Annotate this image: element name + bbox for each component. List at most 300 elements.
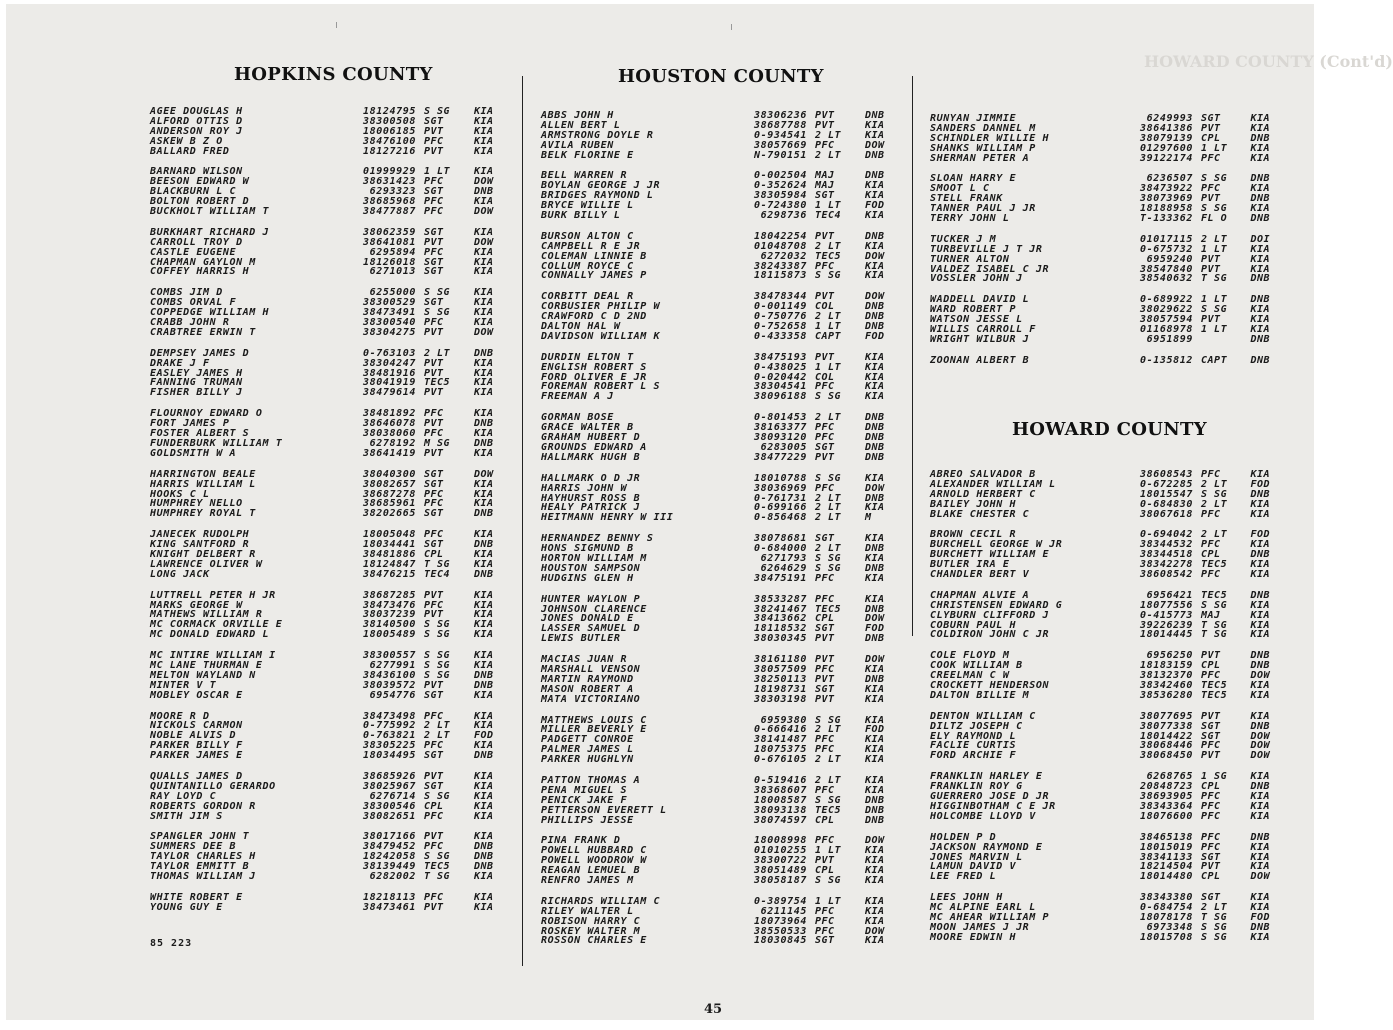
- entry-name: MARTIN RAYMOND: [541, 673, 634, 685]
- entry-name: MATHEWS WILLIAM R: [150, 609, 263, 621]
- rank: 2 LT: [815, 512, 842, 524]
- service-number: 38300508: [363, 115, 416, 127]
- entry-group: [150, 349, 520, 398]
- rank: PFC: [1201, 183, 1221, 195]
- service-number: 0-801453: [754, 412, 807, 424]
- entry-name: HEALY PATRICK J: [541, 502, 641, 514]
- rank: TEC5: [1201, 680, 1228, 692]
- rank: TEC5: [1201, 559, 1228, 571]
- casualty-status: KIA: [1250, 609, 1271, 621]
- rank: PFC: [424, 408, 444, 420]
- service-number: 6271793: [760, 552, 807, 564]
- service-number: 38036969: [754, 482, 807, 494]
- casualty-status: KIA: [474, 770, 494, 782]
- service-number: 18010788: [754, 472, 807, 484]
- roster-entry: [541, 271, 911, 281]
- service-number: 6956421: [1146, 589, 1194, 601]
- entry-name: CORBITT DEAL R: [541, 291, 634, 303]
- county-title-houston: HOUSTON COUNTY: [618, 66, 824, 87]
- rank: TEC4: [815, 210, 842, 222]
- rank: PFC: [424, 710, 444, 722]
- entry-group: [541, 595, 911, 644]
- roster-entry: [541, 151, 911, 161]
- entry-name: CRABTREE ERWIN T: [150, 326, 256, 338]
- roster-howard-continued: [930, 114, 1290, 377]
- entry-name: MC AHEAR WILLIAM P: [930, 911, 1050, 923]
- entry-name: CONNALLY JAMES P: [541, 270, 647, 282]
- entry-name: FUNDERBURK WILLIAM T: [150, 437, 283, 449]
- entry-name: LONG JACK: [150, 568, 210, 580]
- entry-name: ALEXANDER WILLIAM L: [930, 478, 1056, 490]
- service-number: 0-750776: [754, 311, 807, 323]
- rank: T SG: [1201, 629, 1228, 641]
- entry-name: ABREO SALVADOR B: [930, 469, 1036, 480]
- entry-name: VALDEZ ISABEL C JR: [930, 263, 1050, 275]
- entry-name: SHERMAN PETER A: [930, 152, 1030, 164]
- rank: 2 LT: [815, 502, 842, 514]
- entry-name: CORBUSIER PHILIP W: [541, 301, 661, 313]
- service-number: 18188958: [1140, 203, 1194, 215]
- rank: COL: [815, 371, 835, 383]
- rank: PFC: [1201, 810, 1221, 822]
- service-number: 38631423: [363, 176, 416, 188]
- entry-name: JONES DONALD E: [541, 613, 634, 625]
- service-number: 38342278: [1140, 559, 1194, 571]
- service-number: 38037239: [363, 609, 416, 621]
- rank: SGT: [1201, 720, 1221, 732]
- entry-name: CASTLE EUGENE: [150, 246, 237, 258]
- service-number: 18005489: [363, 629, 416, 641]
- column-howard: [930, 4, 1290, 1020]
- rank: CPL: [815, 613, 835, 625]
- rank: PFC: [424, 841, 444, 853]
- rank: PFC: [424, 176, 444, 188]
- roster-entry: [150, 812, 520, 822]
- rank: TEC5: [815, 804, 842, 816]
- entry-name: MOBLEY OSCAR E: [150, 689, 243, 701]
- entry-name: ARNOLD HERBERT C: [930, 488, 1036, 500]
- entry-name: PHILLIPS JESSE: [541, 814, 634, 826]
- entry-name: QUALLS JAMES D: [150, 770, 243, 782]
- entry-name: BEESON EDWARD W: [150, 176, 250, 188]
- service-number: 0-684000: [754, 543, 807, 555]
- casualty-status: KIA: [474, 447, 494, 459]
- service-number: 38241467: [754, 603, 807, 615]
- entry-name: SHANKS WILLIAM P: [930, 142, 1036, 154]
- entry-name: FORT JAMES P: [150, 418, 230, 430]
- service-number: 38479452: [363, 841, 416, 853]
- rank: CPL: [1201, 660, 1221, 672]
- entry-name: TANNER PAUL J JR: [930, 203, 1036, 215]
- roster-entry: [541, 453, 911, 463]
- roster-entry: [541, 332, 911, 342]
- service-number: 18073964: [754, 915, 807, 927]
- roster-entry: [541, 936, 911, 946]
- rank: PFC: [424, 529, 444, 541]
- rank: 1 SG: [1201, 771, 1228, 783]
- entry-name: FRANKLIN ROY G: [930, 781, 1023, 793]
- casualty-status: KIA: [865, 371, 885, 383]
- casualty-status: KIA: [474, 125, 494, 137]
- entry-name: CHRISTENSEN EDWARD G: [930, 599, 1063, 611]
- casualty-status: KIA: [474, 901, 494, 913]
- casualty-status: KIA: [1250, 851, 1271, 863]
- service-number: 01297600: [1140, 142, 1194, 154]
- entry-name: BROWN CECIL R: [930, 529, 1017, 541]
- rank: PFC: [815, 663, 835, 675]
- entry-name: SMOOT L C: [930, 183, 990, 195]
- entry-name: TERRY JOHN L: [930, 213, 1010, 225]
- entry-name: COLEMAN LINNIE B: [541, 250, 647, 262]
- casualty-status: KIA: [865, 734, 885, 746]
- entry-name: WRIGHT WILBUR J: [930, 333, 1030, 345]
- service-number: 0-763821: [363, 730, 416, 742]
- service-number: 6272032: [760, 250, 807, 262]
- casualty-status: KIA: [474, 428, 494, 440]
- rank: S SG: [424, 619, 451, 631]
- casualty-status: KIA: [1250, 619, 1271, 631]
- service-number: 0-761731: [754, 492, 807, 504]
- rank: 1 LT: [1201, 142, 1228, 154]
- rank: S SG: [815, 472, 842, 484]
- rank: 2 LT: [424, 730, 451, 742]
- entry-name: RUNYAN JIMMIE: [930, 113, 1017, 124]
- casualty-status: KIA: [1250, 142, 1271, 154]
- service-number: 38077695: [1140, 710, 1194, 722]
- casualty-status: KIA: [865, 552, 885, 564]
- rank: SGT: [424, 478, 444, 490]
- rank: S SG: [815, 270, 842, 282]
- casualty-status: KIA: [474, 629, 494, 641]
- service-number: 38305225: [363, 740, 416, 752]
- service-number: 38025967: [363, 780, 416, 792]
- casualty-status: KIA: [1250, 152, 1271, 164]
- rank: PFC: [1201, 569, 1221, 581]
- entry-name: AVILA RUBEN: [541, 139, 614, 151]
- rank: PVT: [815, 119, 835, 131]
- service-number: 0-694042: [1140, 529, 1194, 541]
- entry-group: [150, 712, 520, 761]
- rank: PVT: [815, 673, 835, 685]
- service-number: 38304541: [754, 381, 807, 393]
- rank: CPL: [424, 800, 444, 812]
- casualty-status: KIA: [474, 780, 494, 792]
- casualty-status: DNB: [474, 669, 494, 681]
- rank: SGT: [424, 689, 444, 701]
- rank: 2 LT: [1201, 498, 1228, 510]
- entry-name: DRAKE J F: [150, 357, 210, 369]
- rank: 2 LT: [815, 129, 842, 141]
- service-number: 38473498: [363, 710, 416, 722]
- service-number: 38300529: [363, 297, 416, 309]
- entry-name: RILEY WALTER L: [541, 905, 634, 917]
- service-number: 38608543: [1140, 469, 1194, 480]
- rank: SGT: [424, 780, 444, 792]
- entry-name: HONS SIGMUND B: [541, 543, 634, 555]
- casualty-status: KIA: [1250, 931, 1271, 943]
- roster-entry: [541, 816, 911, 826]
- rank: 2 LT: [815, 754, 842, 766]
- casualty-status: KIA: [474, 659, 494, 671]
- entry-group: [541, 716, 911, 765]
- casualty-status: DNB: [865, 603, 885, 615]
- entry-name: LAMUN DAVID V: [930, 861, 1017, 873]
- entry-name: HALLMARK O D JR: [541, 472, 641, 484]
- service-number: 38540632: [1140, 273, 1194, 285]
- rank: PFC: [424, 317, 444, 329]
- entry-name: HOUSTON SAMPSON: [541, 562, 641, 574]
- casualty-status: DNB: [865, 311, 885, 323]
- entry-name: FOREMAN ROBERT L S: [541, 381, 661, 393]
- entry-name: COMBS ORVAL F: [150, 297, 237, 309]
- casualty-status: KIA: [474, 589, 494, 601]
- service-number: 38073969: [1140, 193, 1194, 205]
- casualty-status: DNB: [1250, 921, 1271, 933]
- rank: TEC5: [1201, 689, 1228, 701]
- roster-entry: [541, 392, 911, 402]
- entry-name: COLDIRON JOHN C JR: [930, 629, 1050, 641]
- rank: PFC: [424, 810, 444, 822]
- entry-name: BOYLAN GEORGE J JR: [541, 180, 661, 192]
- roster-entry: [150, 147, 520, 157]
- roster-entry: [930, 214, 1290, 224]
- casualty-status: KIA: [865, 915, 885, 927]
- entry-name: COLLUM ROYCE C: [541, 260, 634, 272]
- casualty-status: KIA: [865, 351, 885, 363]
- casualty-status: KIA: [865, 190, 885, 202]
- casualty-status: KIA: [865, 472, 885, 484]
- entry-name: AGEE DOUGLAS H: [150, 106, 243, 117]
- rank: SGT: [424, 226, 444, 238]
- rank: TEC5: [424, 861, 451, 873]
- service-number: 38017166: [363, 831, 416, 843]
- rank: T SG: [1201, 911, 1228, 923]
- casualty-status: DOW: [1250, 871, 1271, 883]
- roster-entry: [541, 876, 911, 886]
- casualty-status: KIA: [474, 488, 494, 500]
- entry-name: GRACE WALTER B: [541, 422, 634, 434]
- entry-name: EASLEY JAMES H: [150, 367, 243, 379]
- entry-group: [930, 712, 1290, 761]
- casualty-status: DOW: [474, 176, 494, 188]
- roster-entry: [150, 267, 520, 277]
- casualty-status: DOW: [1250, 750, 1271, 762]
- service-number: 38646078: [363, 418, 416, 430]
- entry-group: [930, 470, 1290, 519]
- casualty-status: KIA: [1250, 314, 1271, 326]
- entry-name: CAMPBELL R E JR: [541, 240, 641, 252]
- casualty-status: DNB: [865, 633, 885, 645]
- bleed-through-text: HOWARD COUNTY (Cont'd): [1144, 52, 1393, 71]
- service-number: 38300540: [363, 317, 416, 329]
- entry-name: ELY RAYMOND L: [930, 730, 1017, 742]
- entry-name: MC INTIRE WILLIAM I: [150, 650, 276, 662]
- roster-entry: [930, 751, 1290, 761]
- service-number: 38479614: [363, 387, 416, 399]
- casualty-status: KIA: [474, 558, 494, 570]
- entry-name: COPPEDGE WILLIAM H: [150, 307, 270, 319]
- entry-group: [930, 651, 1290, 700]
- entry-name: CRABB JOHN R: [150, 317, 230, 329]
- service-number: 38465138: [1140, 831, 1194, 843]
- service-number: 0-689922: [1140, 294, 1194, 306]
- rank: T SG: [1201, 273, 1228, 285]
- roster-entry: [541, 574, 911, 584]
- casualty-status: DNB: [1250, 589, 1271, 601]
- entry-name: WARD ROBERT P: [930, 304, 1017, 316]
- entry-name: HUMPHREY NELLO: [150, 498, 243, 510]
- rank: PVT: [424, 589, 444, 601]
- entry-name: VOSSLER JOHN J: [930, 273, 1023, 285]
- rank: S SG: [424, 307, 451, 319]
- casualty-status: KIA: [474, 408, 494, 420]
- entry-name: MASON ROBERT A: [541, 683, 634, 695]
- entry-name: SCHINDLER WILLIE H: [930, 132, 1050, 144]
- rank: PVT: [1201, 710, 1221, 722]
- entry-name: BURKHART RICHARD J: [150, 226, 270, 238]
- entry-name: LASSER SAMUEL D: [541, 623, 641, 635]
- casualty-status: M: [865, 512, 872, 524]
- service-number: 0-724380: [754, 200, 807, 212]
- casualty-status: KIA: [474, 720, 494, 732]
- casualty-status: KIA: [474, 650, 494, 662]
- entry-name: PALMER JAMES L: [541, 744, 634, 756]
- service-number: 38341133: [1140, 851, 1194, 863]
- entry-name: PATTON THOMAS A: [541, 774, 641, 786]
- casualty-status: DNB: [1250, 660, 1271, 672]
- casualty-status: KIA: [474, 529, 494, 541]
- rank: PVT: [424, 609, 444, 621]
- service-number: 38547840: [1140, 263, 1194, 275]
- entry-name: MILLER BEVERLY E: [541, 724, 647, 736]
- casualty-status: KIA: [865, 754, 885, 766]
- entry-name: MC DONALD EDWARD L: [150, 629, 270, 641]
- roster-entry: [541, 634, 911, 644]
- entry-group: [930, 235, 1290, 284]
- casualty-status: KIA: [474, 367, 494, 379]
- service-number: 0-020442: [754, 371, 807, 383]
- entry-name: DALTON BILLIE M: [930, 689, 1030, 701]
- county-title-howard: HOWARD COUNTY: [1012, 419, 1207, 440]
- rank: PFC: [815, 915, 835, 927]
- entry-group: [930, 530, 1290, 579]
- entry-group: [930, 772, 1290, 821]
- service-number: 38533287: [754, 593, 807, 605]
- service-number: 0-438025: [754, 361, 807, 373]
- entry-name: RENFRO JAMES M: [541, 875, 634, 886]
- casualty-status: KIA: [1250, 689, 1271, 701]
- casualty-status: DOW: [1250, 730, 1271, 742]
- entry-name: MOON JAMES J JR: [930, 921, 1030, 933]
- county-title-hopkins: HOPKINS COUNTY: [234, 64, 433, 85]
- entry-name: PENA MIGUEL S: [541, 784, 628, 796]
- casualty-status: KIA: [474, 226, 494, 238]
- entry-group: [930, 356, 1290, 366]
- rank: CPL: [1201, 549, 1221, 561]
- entry-name: PADGETT CONROE: [541, 734, 634, 746]
- casualty-status: KIA: [1250, 122, 1271, 134]
- rank: PVT: [1201, 253, 1221, 265]
- casualty-status: KIA: [865, 270, 885, 282]
- roster-entry: [150, 388, 520, 398]
- rank: TEC5: [815, 250, 842, 262]
- entry-name: JANECEK RUDOLPH: [150, 529, 250, 541]
- rank: PVT: [1201, 861, 1221, 873]
- rank: PVT: [424, 125, 444, 137]
- casualty-status: KIA: [474, 871, 494, 882]
- service-number: 6278192: [369, 437, 416, 449]
- service-number: 18118532: [754, 623, 807, 635]
- service-number: 38687278: [363, 488, 416, 500]
- entry-name: DURDIN ELTON T: [541, 351, 634, 363]
- service-number: 18077556: [1140, 599, 1194, 611]
- entry-name: BLAKE CHESTER C: [930, 508, 1030, 520]
- entry-group: [930, 833, 1290, 882]
- service-number: 38303198: [754, 693, 807, 705]
- entry-name: KNIGHT DELBERT R: [150, 548, 256, 560]
- roster-entry: [150, 207, 520, 217]
- rank: PFC: [815, 422, 835, 434]
- service-number: 38343380: [1140, 892, 1194, 904]
- rank: 1 LT: [815, 321, 842, 333]
- casualty-status: KIA: [865, 855, 885, 867]
- roster-entry: [930, 356, 1290, 366]
- service-number: 38300722: [754, 855, 807, 867]
- rank: CPL: [1201, 871, 1221, 883]
- service-number: 38305984: [754, 190, 807, 202]
- entry-name: NICKOLS CARMON: [150, 720, 243, 732]
- service-number: 38477887: [363, 206, 416, 218]
- entry-name: LUTTRELL PETER H JR: [150, 589, 276, 601]
- casualty-status: DNB: [474, 539, 494, 551]
- service-number: 0-002504: [754, 170, 807, 182]
- entry-name: JACKSON RAYMOND E: [930, 841, 1043, 853]
- service-number: 6276714: [369, 790, 416, 802]
- service-number: 18042254: [754, 230, 807, 242]
- roster-entry: [930, 872, 1290, 882]
- rank: 1 LT: [815, 200, 842, 212]
- rank: SGT: [1201, 113, 1221, 124]
- service-number: 0-684754: [1140, 902, 1194, 914]
- entry-group: [930, 295, 1290, 344]
- service-number: 6282002: [369, 871, 416, 882]
- casualty-status: DOW: [865, 925, 885, 937]
- rank: PFC: [1201, 469, 1221, 480]
- service-number: 38038060: [363, 428, 416, 440]
- casualty-status: KIA: [865, 391, 885, 403]
- entry-name: POWELL HUBBARD C: [541, 845, 647, 857]
- rank: 2 LT: [424, 347, 451, 359]
- casualty-status: DNB: [865, 432, 885, 444]
- rank: SGT: [424, 186, 444, 198]
- rank: PFC: [424, 740, 444, 752]
- roster-entry: [150, 630, 520, 640]
- casualty-status: KIA: [865, 744, 885, 756]
- roster-entry: [930, 812, 1290, 822]
- entry-group: [541, 655, 911, 704]
- casualty-status: KIA: [1250, 791, 1271, 803]
- casualty-status: KIA: [1250, 841, 1271, 853]
- service-number: 18008998: [754, 835, 807, 847]
- casualty-status: DNB: [474, 347, 494, 359]
- casualty-status: KIA: [865, 180, 885, 192]
- entry-name: BRIDGES RAYMOND L: [541, 190, 654, 202]
- casualty-status: KIA: [1250, 771, 1271, 783]
- casualty-status: KIA: [865, 260, 885, 272]
- entry-name: MC CORMACK ORVILLE E: [150, 619, 283, 631]
- service-number: 18126018: [363, 256, 416, 268]
- entry-name: TAYLOR EMMITT B: [150, 861, 250, 873]
